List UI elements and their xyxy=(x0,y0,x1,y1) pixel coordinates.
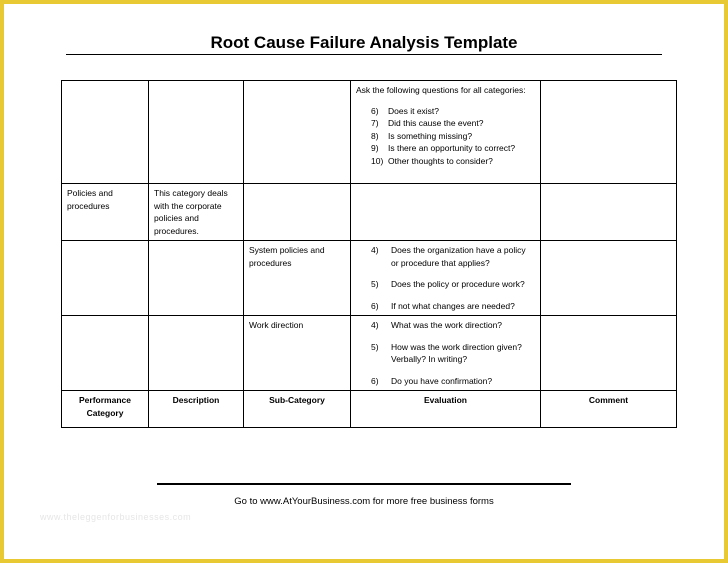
list-item: 6) Do you have confirmation? xyxy=(371,375,493,386)
header-sub-category: Sub-Category xyxy=(244,391,351,428)
category-cell[interactable] xyxy=(62,241,149,316)
watermark: www.theleggenforbusinesses.com xyxy=(40,512,192,522)
category-cell[interactable] xyxy=(62,316,149,391)
header-performance-category: Performance Category xyxy=(62,391,149,428)
question-list xyxy=(356,105,535,168)
list-item: 5) Does the policy or procedure work? xyxy=(371,279,525,289)
description-cell[interactable] xyxy=(149,241,244,316)
evaluation-cell[interactable] xyxy=(351,316,541,391)
table-row xyxy=(62,316,677,391)
comment-cell[interactable] xyxy=(541,241,677,316)
category-cell[interactable] xyxy=(62,81,149,184)
description-cell[interactable]: This category deals with the corporate policies and procedures. xyxy=(149,184,244,241)
category-cell[interactable]: Policies and procedures xyxy=(62,184,149,241)
description-cell[interactable] xyxy=(149,316,244,391)
comment-cell[interactable] xyxy=(541,316,677,391)
list-item: 5) How was the work direction given? Verbally? In writing? xyxy=(371,341,522,364)
subcategory-cell[interactable]: System policies and procedures xyxy=(244,241,351,316)
description-cell[interactable] xyxy=(149,81,244,184)
list-item: 6) If not what changes are needed? xyxy=(371,300,515,311)
list-item: 7) Did this cause the event? xyxy=(371,118,484,128)
list-item: 6) Does it exist? xyxy=(371,105,440,116)
list-item: 10) Other thoughts to consider? xyxy=(371,155,493,166)
table-row xyxy=(62,81,677,184)
subcategory-cell[interactable] xyxy=(244,81,351,184)
list-item: 8) Is something missing? xyxy=(371,130,473,141)
analysis-table xyxy=(61,80,677,428)
header-row xyxy=(62,391,677,428)
question-list xyxy=(356,244,535,312)
document-title: Root Cause Failure Analysis Template xyxy=(210,33,518,52)
header-comment: Comment xyxy=(541,391,677,428)
table-row xyxy=(62,241,677,316)
comment-cell[interactable] xyxy=(541,184,677,241)
list-item: 9) Is there an opportunity to correct? xyxy=(371,143,516,153)
title-underline xyxy=(66,54,662,55)
footer-divider xyxy=(157,483,571,485)
list-item: 4) Does the organization have a policy or procedure that applies? xyxy=(371,245,526,268)
header-description: Description xyxy=(149,391,244,428)
subcategory-cell[interactable] xyxy=(244,184,351,241)
comment-cell[interactable] xyxy=(541,81,677,184)
evaluation-cell[interactable] xyxy=(351,184,541,241)
evaluation-intro: Ask the following questions for all categories: xyxy=(356,85,526,95)
question-list xyxy=(356,319,535,387)
list-item: 4) What was the work direction? xyxy=(371,320,503,330)
table-row xyxy=(62,184,677,241)
header-evaluation: Evaluation xyxy=(351,391,541,428)
evaluation-cell[interactable] xyxy=(351,81,541,184)
footer-text: Go to www.AtYourBusiness.com for more free business forms xyxy=(234,496,494,507)
evaluation-cell[interactable] xyxy=(351,241,541,316)
subcategory-cell[interactable]: Work direction xyxy=(244,316,351,391)
